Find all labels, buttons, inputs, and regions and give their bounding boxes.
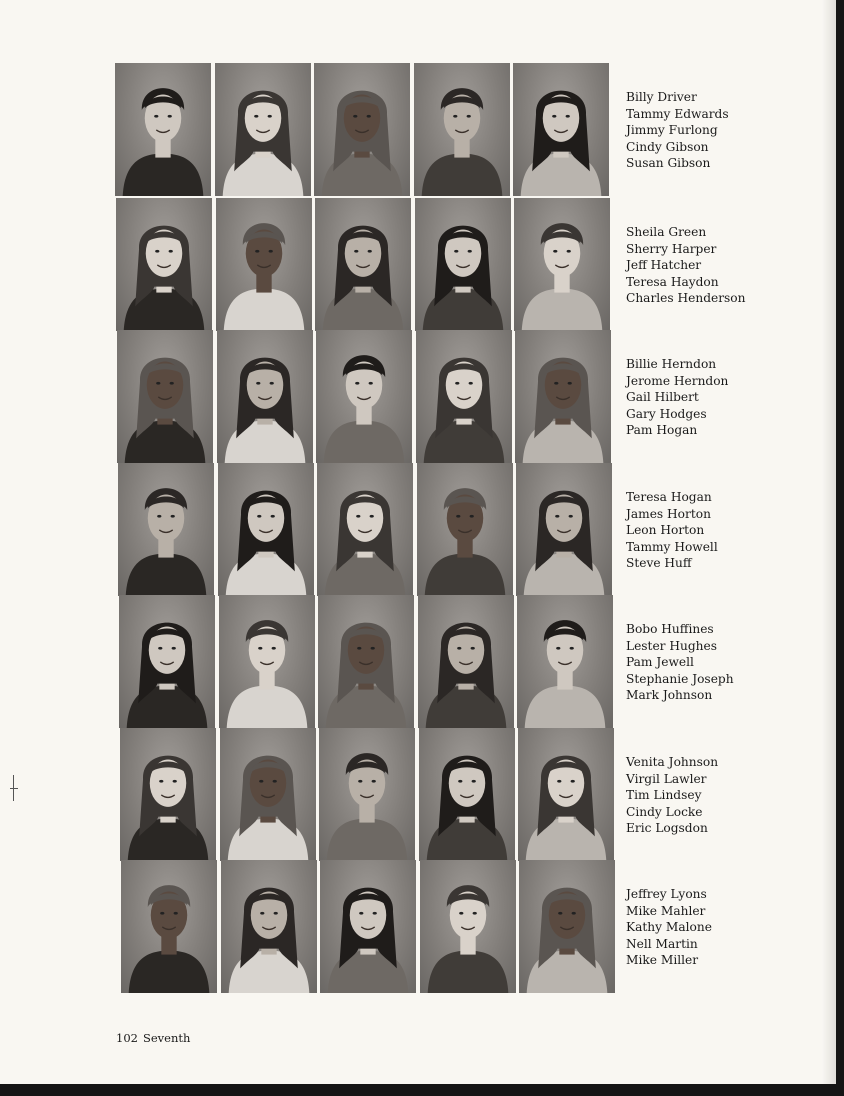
student-name: Nell Martin (626, 936, 698, 951)
student-name: Leon Horton (626, 523, 705, 537)
student-name: Tammy Edwards (626, 106, 729, 121)
portrait-figure (315, 198, 411, 331)
student-name: Jeff Hatcher (626, 258, 702, 272)
portrait-figure (119, 595, 215, 728)
portrait-figure (414, 63, 510, 196)
section-name: Seventh (142, 1031, 191, 1045)
student-name: Tammy Howell (626, 539, 718, 554)
student-photo (419, 728, 515, 861)
student-photo (221, 860, 317, 993)
portrait-figure (116, 198, 212, 331)
student-name: Jeffrey Lyons (626, 887, 707, 901)
portrait-figure (218, 463, 314, 596)
portrait-figure (418, 595, 514, 728)
student-name: Teresa Haydon (626, 274, 719, 289)
student-photo (319, 728, 415, 861)
portrait-figure (219, 595, 315, 728)
portrait-figure (319, 728, 415, 861)
student-photo (115, 63, 211, 196)
student-name: Stephanie Joseph (626, 671, 734, 686)
portrait-figure (217, 330, 313, 463)
student-name: Virgil Lawler (626, 771, 707, 786)
name-list (626, 886, 712, 969)
name-list (626, 621, 734, 704)
student-photo (218, 463, 314, 596)
portrait-figure (415, 198, 511, 331)
student-photo (418, 595, 514, 728)
student-name: Cindy Locke (626, 804, 703, 819)
name-list (626, 489, 718, 572)
student-photo (317, 463, 413, 596)
name-list (626, 224, 745, 307)
student-photo (320, 860, 416, 993)
portrait-figure (515, 330, 611, 463)
student-name: Steve Huff (626, 556, 692, 570)
student-photo (516, 463, 612, 596)
student-name: Kathy Malone (626, 920, 712, 934)
student-name: Bobo Huffines (626, 622, 714, 636)
portrait-figure (320, 860, 416, 993)
student-photo (119, 595, 215, 728)
portrait-figure (314, 63, 410, 196)
portrait-figure (519, 860, 615, 993)
portrait-figure (120, 728, 216, 861)
student-photo (514, 198, 610, 331)
student-photo (420, 860, 516, 993)
portrait-figure (419, 728, 515, 861)
student-photo (515, 330, 611, 463)
portrait-figure (216, 198, 312, 331)
student-photo (220, 728, 316, 861)
student-name: Tim Lindsey (626, 788, 702, 802)
student-name: Jerome Herndon (626, 373, 729, 388)
student-name: Venita Johnson (626, 755, 719, 769)
margin-crop-mark (10, 775, 18, 801)
student-photo (117, 330, 213, 463)
student-photo (216, 198, 312, 331)
portrait-figure (220, 728, 316, 861)
portrait-figure (318, 595, 414, 728)
portrait-figure (121, 860, 217, 993)
student-name: Gail Hilbert (626, 390, 699, 404)
student-photo (118, 463, 214, 596)
student-photo (414, 63, 510, 196)
student-name: Jimmy Furlong (626, 123, 718, 137)
student-name: Billie Herndon (626, 357, 717, 371)
student-photo (314, 63, 410, 196)
student-photo (215, 63, 311, 196)
portrait-figure (518, 728, 614, 861)
student-name: Mike Miller (626, 953, 699, 967)
name-list (626, 754, 718, 837)
student-name: Pam Jewell (626, 655, 694, 669)
portrait-figure (420, 860, 516, 993)
page-number: 102 (116, 1031, 138, 1045)
student-name: Eric Logsdon (626, 821, 708, 835)
portrait-figure (118, 463, 214, 596)
page-footer (116, 1031, 195, 1045)
portrait-figure (514, 198, 610, 331)
student-photo (217, 330, 313, 463)
student-photo (416, 330, 512, 463)
portrait-figure (316, 330, 412, 463)
portrait-figure (417, 463, 513, 596)
student-name: Mark Johnson (626, 688, 713, 702)
student-name: Lester Hughes (626, 638, 717, 653)
student-photo (517, 595, 613, 728)
student-photo (318, 595, 414, 728)
student-name: Teresa Hogan (626, 490, 712, 504)
portrait-figure (117, 330, 213, 463)
student-photo (315, 198, 411, 331)
student-photo (121, 860, 217, 993)
portrait-figure (115, 63, 211, 196)
student-name: Sheila Green (626, 225, 707, 239)
student-photo (417, 463, 513, 596)
student-name: James Horton (626, 506, 711, 521)
portrait-figure (317, 463, 413, 596)
student-photo (219, 595, 315, 728)
student-photo (513, 63, 609, 196)
student-photo (518, 728, 614, 861)
portrait-figure (516, 463, 612, 596)
student-name: Charles Henderson (626, 291, 746, 305)
student-name: Gary Hodges (626, 406, 707, 421)
student-photo (519, 860, 615, 993)
student-name: Billy Driver (626, 90, 697, 104)
portrait-figure (513, 63, 609, 196)
student-name: Cindy Gibson (626, 139, 709, 154)
portrait-figure (215, 63, 311, 196)
student-name: Susan Gibson (626, 156, 711, 170)
student-photo (120, 728, 216, 861)
name-list (626, 89, 729, 172)
student-photo (316, 330, 412, 463)
student-name: Sherry Harper (626, 241, 717, 256)
portrait-figure (221, 860, 317, 993)
name-list (626, 356, 728, 439)
student-name: Mike Mahler (626, 903, 706, 918)
portrait-figure (517, 595, 613, 728)
student-photo (116, 198, 212, 331)
student-name: Pam Hogan (626, 423, 698, 437)
student-photo (415, 198, 511, 331)
portrait-figure (416, 330, 512, 463)
